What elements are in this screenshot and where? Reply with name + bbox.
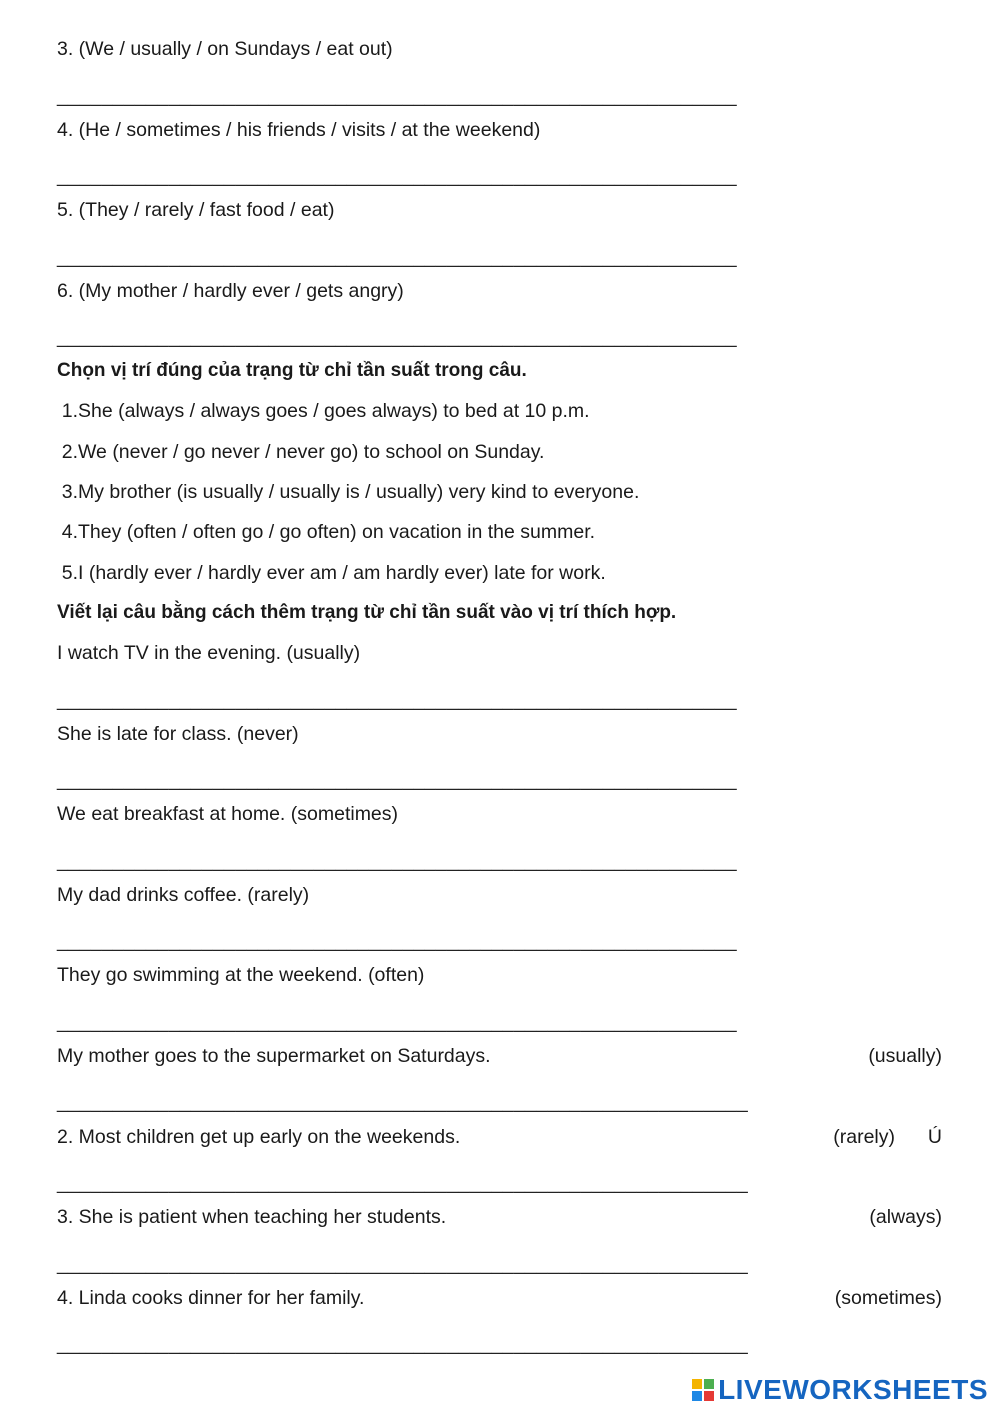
answer-line[interactable]: _____________________________________________________________: [57, 246, 737, 268]
choice-text[interactable]: We (never / go never / never go) to school on Sunday.: [78, 441, 545, 463]
answer-line[interactable]: _____________________________________________________________: [57, 930, 737, 952]
choice-item-1: [45, 398, 590, 424]
item-number: 4.: [61, 521, 78, 543]
answer-line[interactable]: _____________________________________________________________: [57, 689, 737, 711]
answer-line[interactable]: _____________________________________________________________: [57, 850, 737, 872]
adverb-hint: (usually): [868, 1045, 942, 1067]
adverb-hint: (sometimes): [834, 1287, 942, 1309]
adverb-item-2: 2. Most children get up early on the weekends.: [57, 1126, 461, 1148]
choice-item-4: [45, 519, 595, 545]
logo-text: LIVEWORKSHEETS: [718, 1374, 988, 1405]
answer-line[interactable]: _____________________________________________________________: [57, 85, 737, 107]
exercise-item-6: 6. (My mother / hardly ever / gets angry): [57, 280, 404, 302]
choice-text[interactable]: She (always / always goes / goes always) to bed at 10 p.m.: [78, 400, 590, 422]
rewrite-item-4: My dad drinks coffee. (rarely): [57, 884, 310, 906]
answer-line[interactable]: ______________________________________________________________: [57, 1253, 748, 1275]
section-title-rewrite: Viết lại câu bằng cách thêm trạng từ chỉ tần suất vào vị trí thích hợp.: [57, 602, 677, 623]
rewrite-item-5: They go swimming at the weekend. (often): [57, 964, 425, 986]
item-number: 2.: [61, 441, 78, 463]
rewrite-item-2: She is late for class. (never): [57, 723, 299, 745]
answer-line[interactable]: ______________________________________________________________: [57, 1333, 748, 1355]
section-title-choose: Chọn vị trí đúng của trạng từ chỉ tần suất trong câu.: [57, 360, 527, 381]
adverb-hint: (always): [869, 1206, 942, 1228]
exercise-item-5: 5. (They / rarely / fast food / eat): [57, 199, 335, 221]
answer-line[interactable]: _____________________________________________________________: [57, 1011, 737, 1033]
adverb-item-3: 3. She is patient when teaching her students.: [57, 1206, 447, 1228]
exercise-item-4: 4. (He / sometimes / his friends / visits / at the weekend): [57, 119, 541, 141]
exercise-item-3: 3. (We / usually / on Sundays / eat out): [57, 38, 393, 60]
answer-line[interactable]: ______________________________________________________________: [57, 1091, 748, 1113]
logo-icon: [692, 1379, 714, 1401]
choice-item-3: [45, 479, 639, 505]
adverb-hint: (rarely): [833, 1126, 895, 1148]
choice-text[interactable]: They (often / often go / go often) on vacation in the summer.: [78, 521, 596, 543]
answer-line[interactable]: _____________________________________________________________: [57, 769, 737, 791]
adverb-item-1: My mother goes to the supermarket on Saturdays.: [57, 1045, 491, 1067]
choice-item-2: [45, 439, 544, 465]
liveworksheets-logo: [692, 1374, 988, 1406]
choice-text[interactable]: I (hardly ever / hardly ever am / am hardly ever) late for work.: [78, 562, 606, 584]
adverb-item-4: 4. Linda cooks dinner for her family.: [57, 1287, 365, 1309]
item-number: 1.: [61, 400, 78, 422]
answer-line[interactable]: _____________________________________________________________: [57, 326, 737, 348]
rewrite-item-3: We eat breakfast at home. (sometimes): [57, 803, 399, 825]
choice-text[interactable]: My brother (is usually / usually is / usually) very kind to everyone.: [78, 481, 640, 503]
answer-line[interactable]: _____________________________________________________________: [57, 165, 737, 187]
item-number: 3.: [61, 481, 78, 503]
stray-mark: Ú: [927, 1126, 942, 1148]
choice-item-5: [45, 560, 606, 586]
rewrite-item-1: I watch TV in the evening. (usually): [57, 642, 361, 664]
item-number: 5.: [61, 562, 78, 584]
answer-line[interactable]: ______________________________________________________________: [57, 1172, 748, 1194]
